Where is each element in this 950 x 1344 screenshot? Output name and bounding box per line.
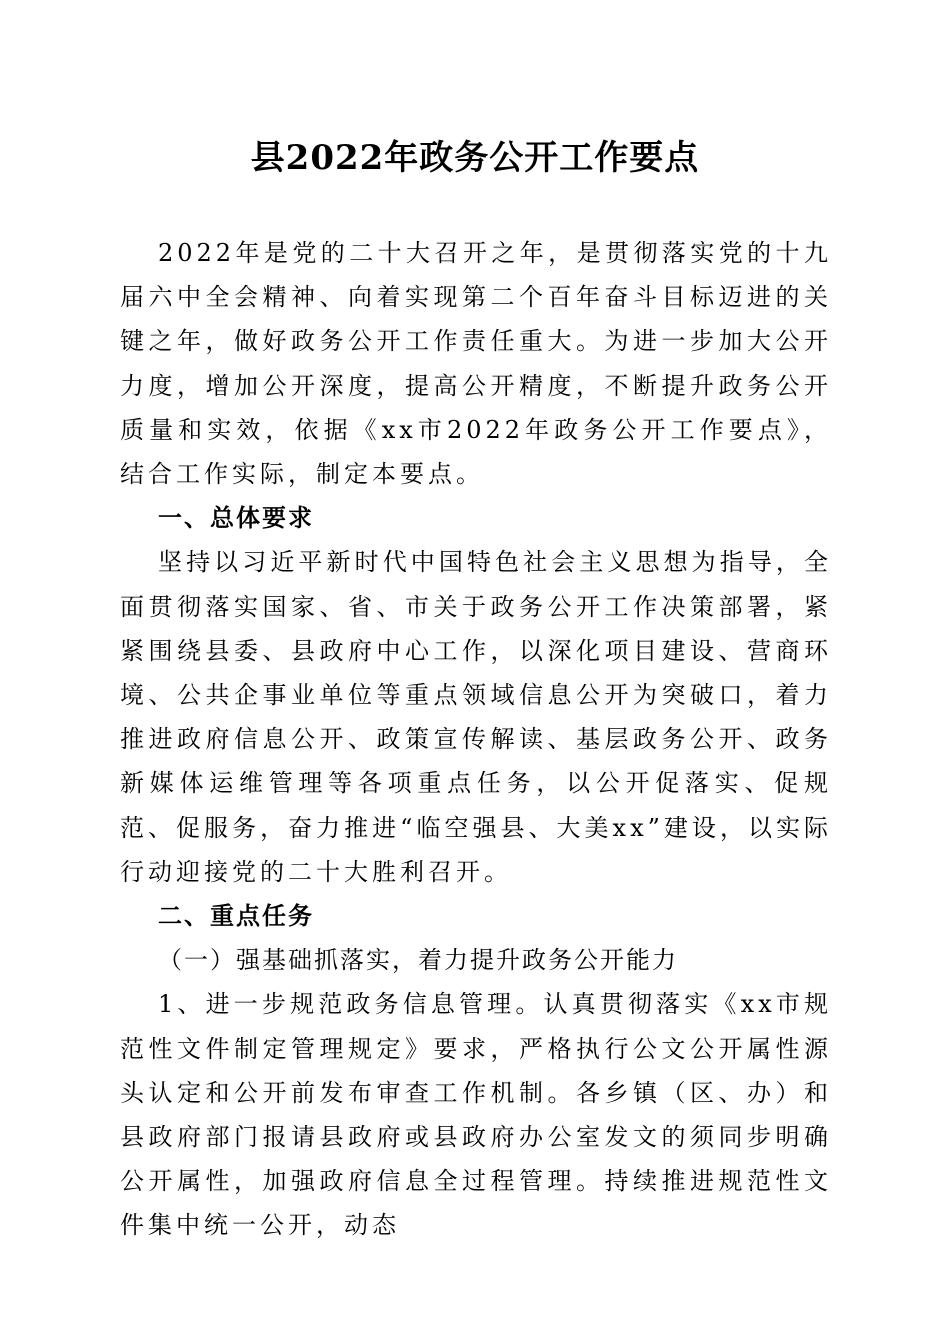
intro-paragraph: 2022年是党的二十大召开之年，是贯彻落实党的十九届六中全会精神、向着实现第二个百年奋斗目标迈进的关键之年，做好政务公开工作责任重大。为进一步加大公开力度，增加公开深度，提高公开精度，不断提升政务公开质量和实效，依据《xx市2022年政务公开工作要点》，结合工作实际，制定本要点。 bbox=[120, 239, 832, 489]
section-heading-general-requirements: 一、总体要求 bbox=[158, 504, 314, 533]
section-heading-key-tasks: 二、重点任务 bbox=[158, 902, 314, 931]
task-item-1-paragraph: 1、进一步规范政务信息管理。认真贯彻落实《xx市规范性文件制定管理规定》要求，严格执行公文公开属性源头认定和公开前发布审查工作机制。各乡镇（区、办）和县政府部门报请县政府或县政府办公室发文的须同步明确公开属性，加强政府信息全过程管理。持续推进规范性文件集中统一公开，动态 bbox=[120, 990, 832, 1240]
document-title: 县2022年政务公开工作要点 bbox=[250, 138, 700, 178]
subsection-heading-strengthen-foundation: （一）强基础抓落实，着力提升政务公开能力 bbox=[158, 946, 678, 975]
document-body bbox=[120, 231, 832, 1248]
general-requirements-paragraph: 坚持以习近平新时代中国特色社会主义思想为指导，全面贯彻落实国家、省、市关于政务公开工作决策部署，紧紧围绕县委、县政府中心工作，以深化项目建设、营商环境、公共企事业单位等重点领域信息公开为突破口，着力推进政府信息公开、政策宣传解读、基层政务公开、政务新媒体运维管理等各项重点任务，以公开促落实、促规范、促服务，奋力推进“临空强县、大美xx”建设，以实际行动迎接党的二十大胜利召开。 bbox=[120, 548, 832, 886]
